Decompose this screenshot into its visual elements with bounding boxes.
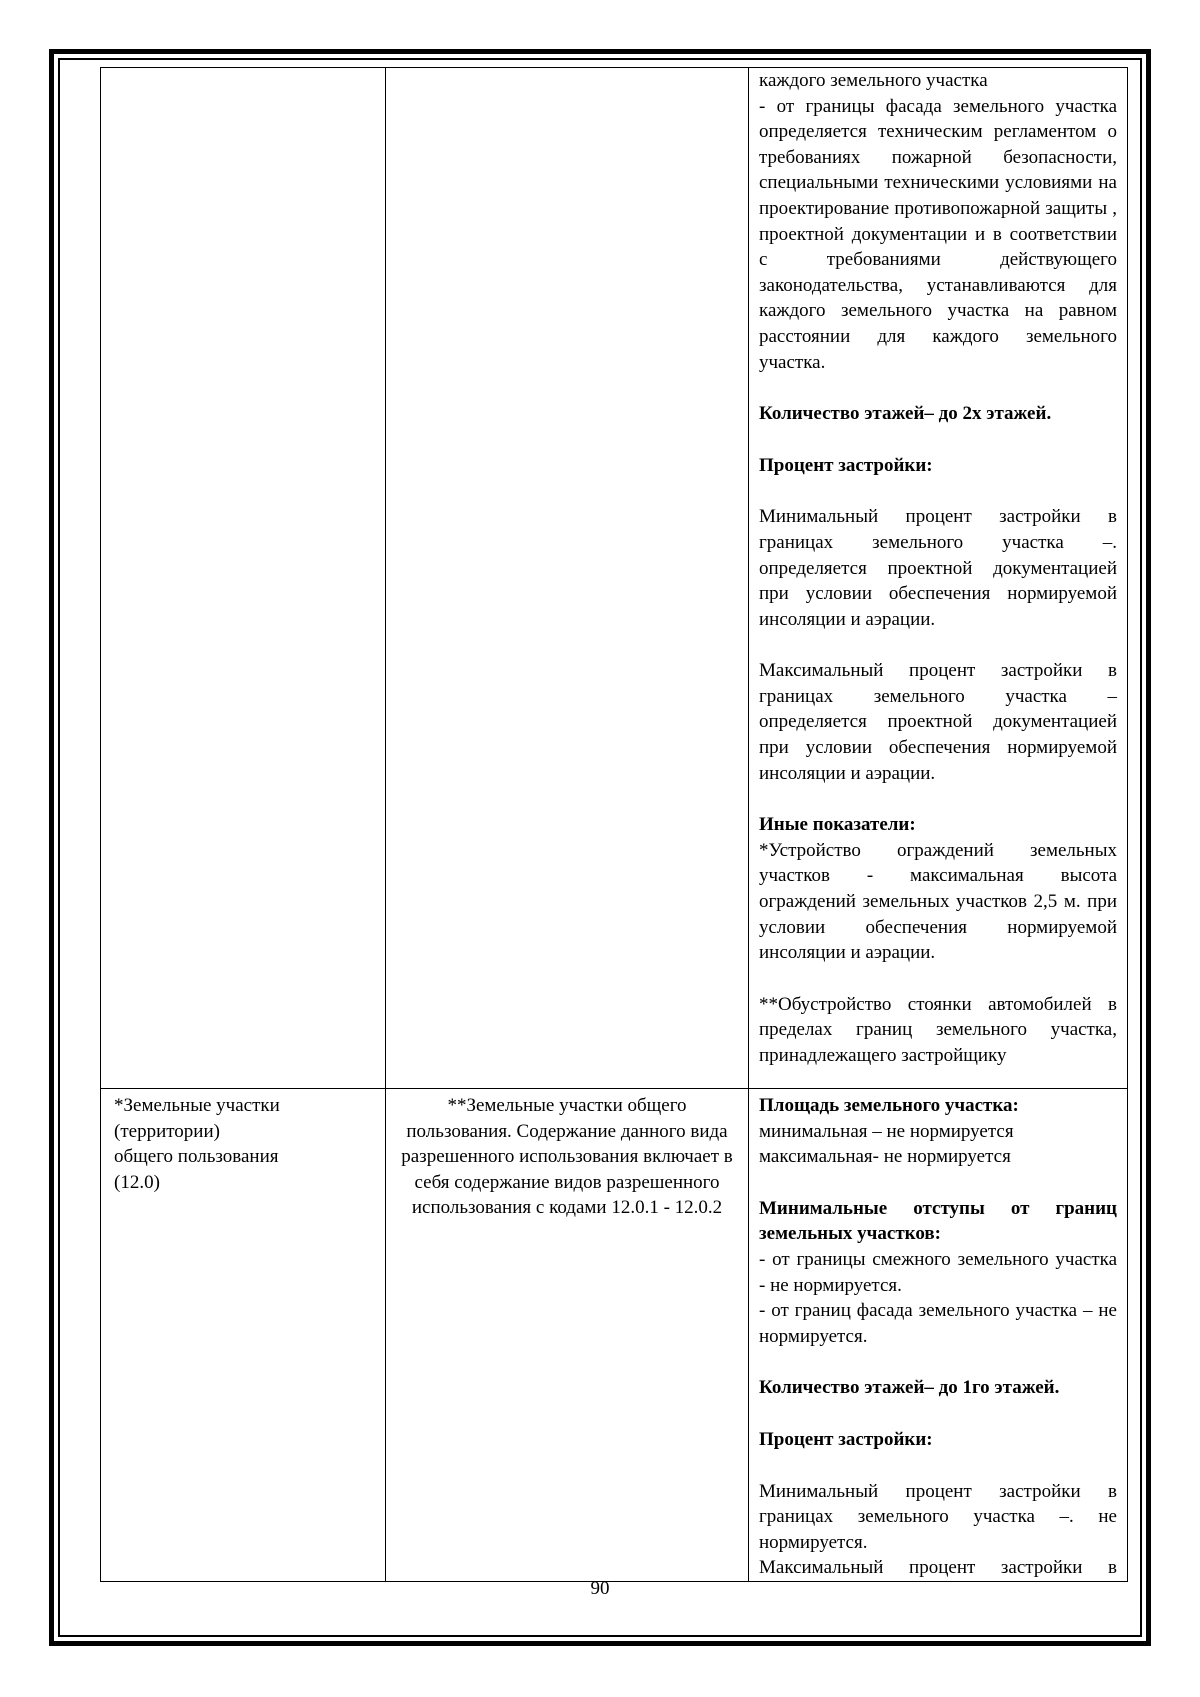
page-number: 90: [590, 1578, 610, 1599]
paragraph-facade-setback: - от границ фасада земельного участка – не нормируется.: [759, 1300, 1117, 1347]
coverage-heading: Процент застройки:: [759, 1428, 933, 1450]
paragraph-max-coverage: Максимальный процент застройки в границах земельного участка – определяется проектной документацией при условии обеспечения нормируемой инсоляции и аэрации.: [759, 660, 1117, 784]
table-cell-use-type: [101, 68, 386, 1089]
text-line: минимальная – не нормируется: [759, 1120, 1014, 1142]
text-line: общего пользования: [114, 1146, 279, 1168]
text-line: *Земельные участки: [114, 1095, 280, 1116]
paragraph-max-coverage: Максимальный процент застройки в: [759, 1557, 1117, 1579]
floors-heading: Количество этажей– до 1го этажей.: [759, 1377, 1060, 1399]
table-cell-use-description: [386, 1089, 749, 1582]
regulations-table: [100, 67, 1128, 1582]
table-cell-use-type: [101, 1089, 386, 1582]
text-line: максимальная- не нормируется: [759, 1146, 1011, 1168]
paragraph-parking: **Обустройство стоянки автомобилей в пределах границ земельного участка, принадлежащего застройщику: [759, 993, 1117, 1066]
paragraph-min-coverage: Минимальный процент застройки в границах земельного участка –. определяется проектной документацией при условии обеспечения нормируемой инсоляции и аэрации.: [759, 506, 1117, 630]
table-row: [101, 1089, 1128, 1582]
paragraph-facade-setback: - от границы фасада земельного участка определяется техническим регламентом о требованиях пожарной безопасности, специальными техническими условиями на проектирование противопожарной защиты , проектной документации и в соответствии с требованиями действующего законодательства, устанавливаются для каждого земельного участка на равном расстоянии для каждого земельного участка.: [759, 95, 1117, 373]
floors-heading: Количество этажей– до 2х этажей.: [759, 403, 1052, 425]
paragraph-fence: *Устройство ограждений земельных участков - максимальная высота ограждений земельных участков 2,5 м. при условии обеспечения нормируемой инсоляции и аэрации.: [759, 839, 1117, 964]
paragraph-adjacent-setback: - от границы смежного земельного участка - не нормируется.: [759, 1248, 1117, 1296]
text-line: каждого земельного участка: [759, 70, 988, 91]
setbacks-heading: Минимальные отступы от границ земельных участков:: [759, 1197, 1117, 1245]
table-row: [101, 68, 1128, 1089]
coverage-heading: Процент застройки:: [759, 454, 933, 476]
table-cell-use-description: [386, 68, 749, 1089]
other-indicators-heading: Иные показатели:: [759, 814, 916, 836]
text-line: (территории): [114, 1120, 220, 1142]
table-cell-parameters: [749, 1089, 1128, 1582]
paragraph-min-coverage: Минимальный процент застройки в границах земельного участка –. не нормируется.: [759, 1480, 1117, 1553]
table-cell-parameters: [749, 68, 1128, 1089]
area-heading: Площадь земельного участка:: [759, 1095, 1019, 1116]
paragraph-use-description: **Земельные участки общего пользования. Содержание данного вида разрешенного использования включает в себя содержание видов разрешенного использования с кодами 12.0.1 - 12.0.2: [401, 1095, 733, 1219]
text-line: (12.0): [114, 1171, 160, 1193]
